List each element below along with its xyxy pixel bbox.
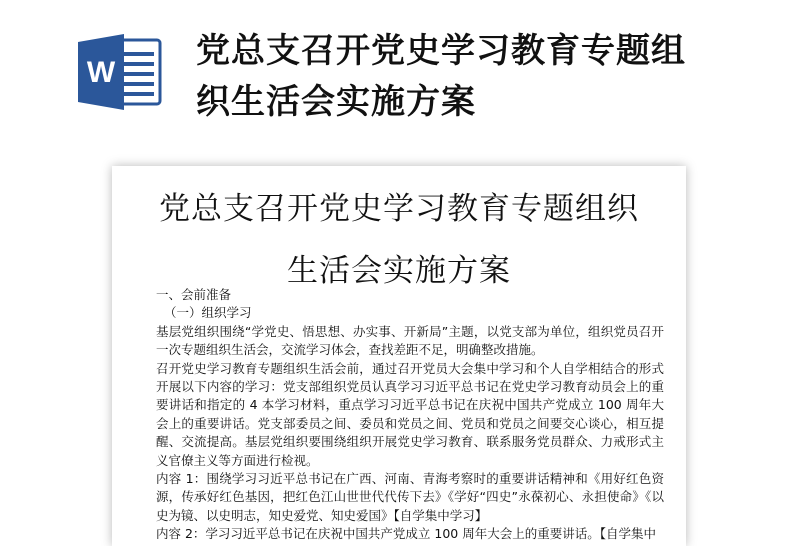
paragraph: 基层党组织围绕“学党史、悟思想、办实事、开新局”主题，以党支部为单位，组织党员召开一次专题组织生活会，交流学习体会，查找差距不足，明确整改措施。 [156, 323, 664, 358]
paragraph: 内容 2：学习习近平总书记在庆祝中国共产党成立 100 周年大会上的重要讲话。【自学集中 [156, 526, 656, 542]
section-heading: 一、会前准备 [156, 287, 232, 302]
document-page [112, 166, 686, 546]
paragraph: 内容 1：围绕学习习近平总书记在广西、河南、青海考察时的重要讲话精神和《用好红色资源，传承好红色基因，把红色江山世世代代传下去》《学好“四史”永葆初心、永担使命》《以史为镜、以史明志，知史爱党、知史爱国》【自学集中学习】 [156, 471, 664, 523]
header-title [196, 26, 756, 128]
document-title [112, 178, 686, 302]
word-icon-letter: W [86, 56, 116, 89]
document-title-line1: 党总支召开党史学习教育专题组织 [159, 191, 639, 227]
paragraph: 召开党史学习教育专题组织生活会前，通过召开党员大会集中学习和个人自学相结合的形式开展以下内容的学习：党支部组织党员认真学习习近平总书记在党史学习教育动员会上的重要讲话和指定的 4 本学习材料，重点学习习近平总书记在庆祝中国共产党成立 100 周年大会上的重要讲话。党支部委员之间、委员和党员之间、党员和党员之间要交心谈心，相互提醒、交流提高。基层党组织要围绕组织开展党史学习教育、联系服务党员群众、力戒形式主义官僚主义等方面进行检视。 [156, 360, 664, 468]
word-icon [78, 34, 164, 110]
header-title-line2: 织生活会实施方案 [196, 82, 476, 122]
document-title-line2: 生活会实施方案 [287, 253, 511, 289]
subsection-heading: （一）组织学习 [164, 305, 252, 321]
document-body [156, 286, 664, 544]
header-title-line1: 党总支召开党史学习教育专题组 [196, 31, 686, 71]
